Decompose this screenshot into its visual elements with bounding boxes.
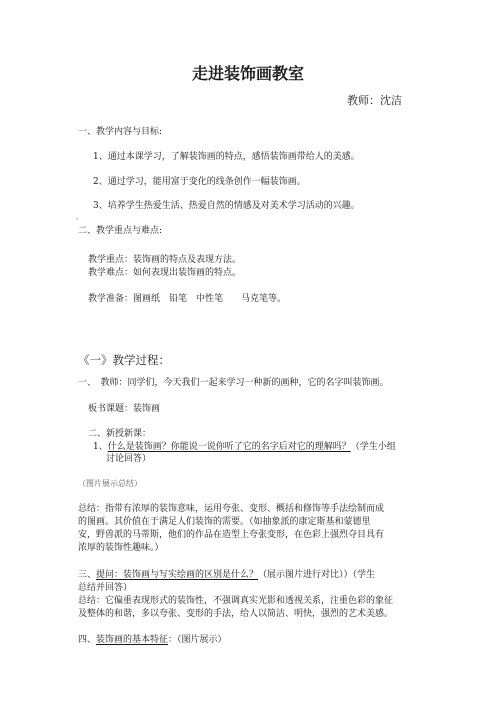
process-line-1: 一、 教师：同学们，今天我们一起来学习一种新的画种，它的名字叫装饰画。 [78,378,389,388]
question-4-number: 四、 [78,635,97,645]
paragraph-mark: 。 [76,213,83,221]
summary-1-line-3: 安，野兽派的马蒂斯，他们的作品在造型上夸张变形，在色彩上强烈夺目具有 [78,530,385,540]
board-title: 板书课题：装饰画 [88,404,161,414]
question-1-note: （学生小组 [350,442,396,452]
question-4-text: 装饰画的基本特征 [96,635,169,645]
question-4-note: ：（图片展示） [168,635,227,645]
question-1 [93,441,396,453]
question-3-number: 三、 [78,570,97,580]
key-point: 教学重点：装饰画的特点及表现方法。 [88,255,242,265]
document-title: 走进装饰画教室 [191,64,304,83]
image-display-note: （图片展示总结） [78,479,142,488]
question-1-text: 什么是装饰画？你能说一说你听了它的名字后对它的理解吗？ [107,442,351,452]
teaching-prep: 教学准备：图画纸 铅笔 中性笔 马克笔等。 [88,294,287,304]
teacher-name: 教师：沈洁 [347,94,402,107]
summary-1-line-2: 的图画。其价值在于满足人们装饰的需要。（如抽象派的康定斯基和蒙德里 [78,517,371,527]
process-heading: 《一》教学过程： [78,353,170,367]
section-heading-key-points: 二、教学重点与难点: [78,226,163,236]
summary-2-line-2: 及整体的和谐，多以夸张、变形的手法，给人以简洁、明快，强烈的艺术美感。 [78,609,394,619]
goal-item-3: 3、培养学生热爱生活、热爱自然的情感及对美术学习活动的兴趣。 [93,201,360,211]
summary-2-line-1: 总结：它偏重表现形式的装饰性，不强调真实光影和透视关系，注重色彩的象征 [78,596,394,606]
question-3-note: （展示图片进行对比））（学生 [258,570,376,580]
difficulty-point: 教学难点：如何表现出装饰画的特点。 [88,268,242,278]
question-3-continued: 总结并回答） [78,583,133,593]
question-1-number: 1、 [93,442,108,452]
goal-item-1: 1、通过本课学习，了解装饰画的特点，感悟装饰画带给人的美感。 [93,152,360,162]
summary-1-line-1: 总结：指带有浓厚的装饰意味，运用夸张、变形、概括和修饰等手法绘制而成 [78,504,385,514]
question-3 [78,569,375,581]
new-lesson-heading: 二、新授新课： [88,429,152,439]
goal-item-2: 2、通过学习，能用富于变化的线条创作一幅装饰画。 [93,177,306,187]
question-4 [78,634,227,646]
question-3-text: 提问：装饰画与写实绘画的区别是什么？ [96,570,259,580]
section-heading-goals: 一、教学内容与目标: [78,127,163,137]
summary-1-line-4: 浓厚的装饰性趣味。） [78,543,164,553]
question-1-continued: 讨论回答） [106,454,152,464]
